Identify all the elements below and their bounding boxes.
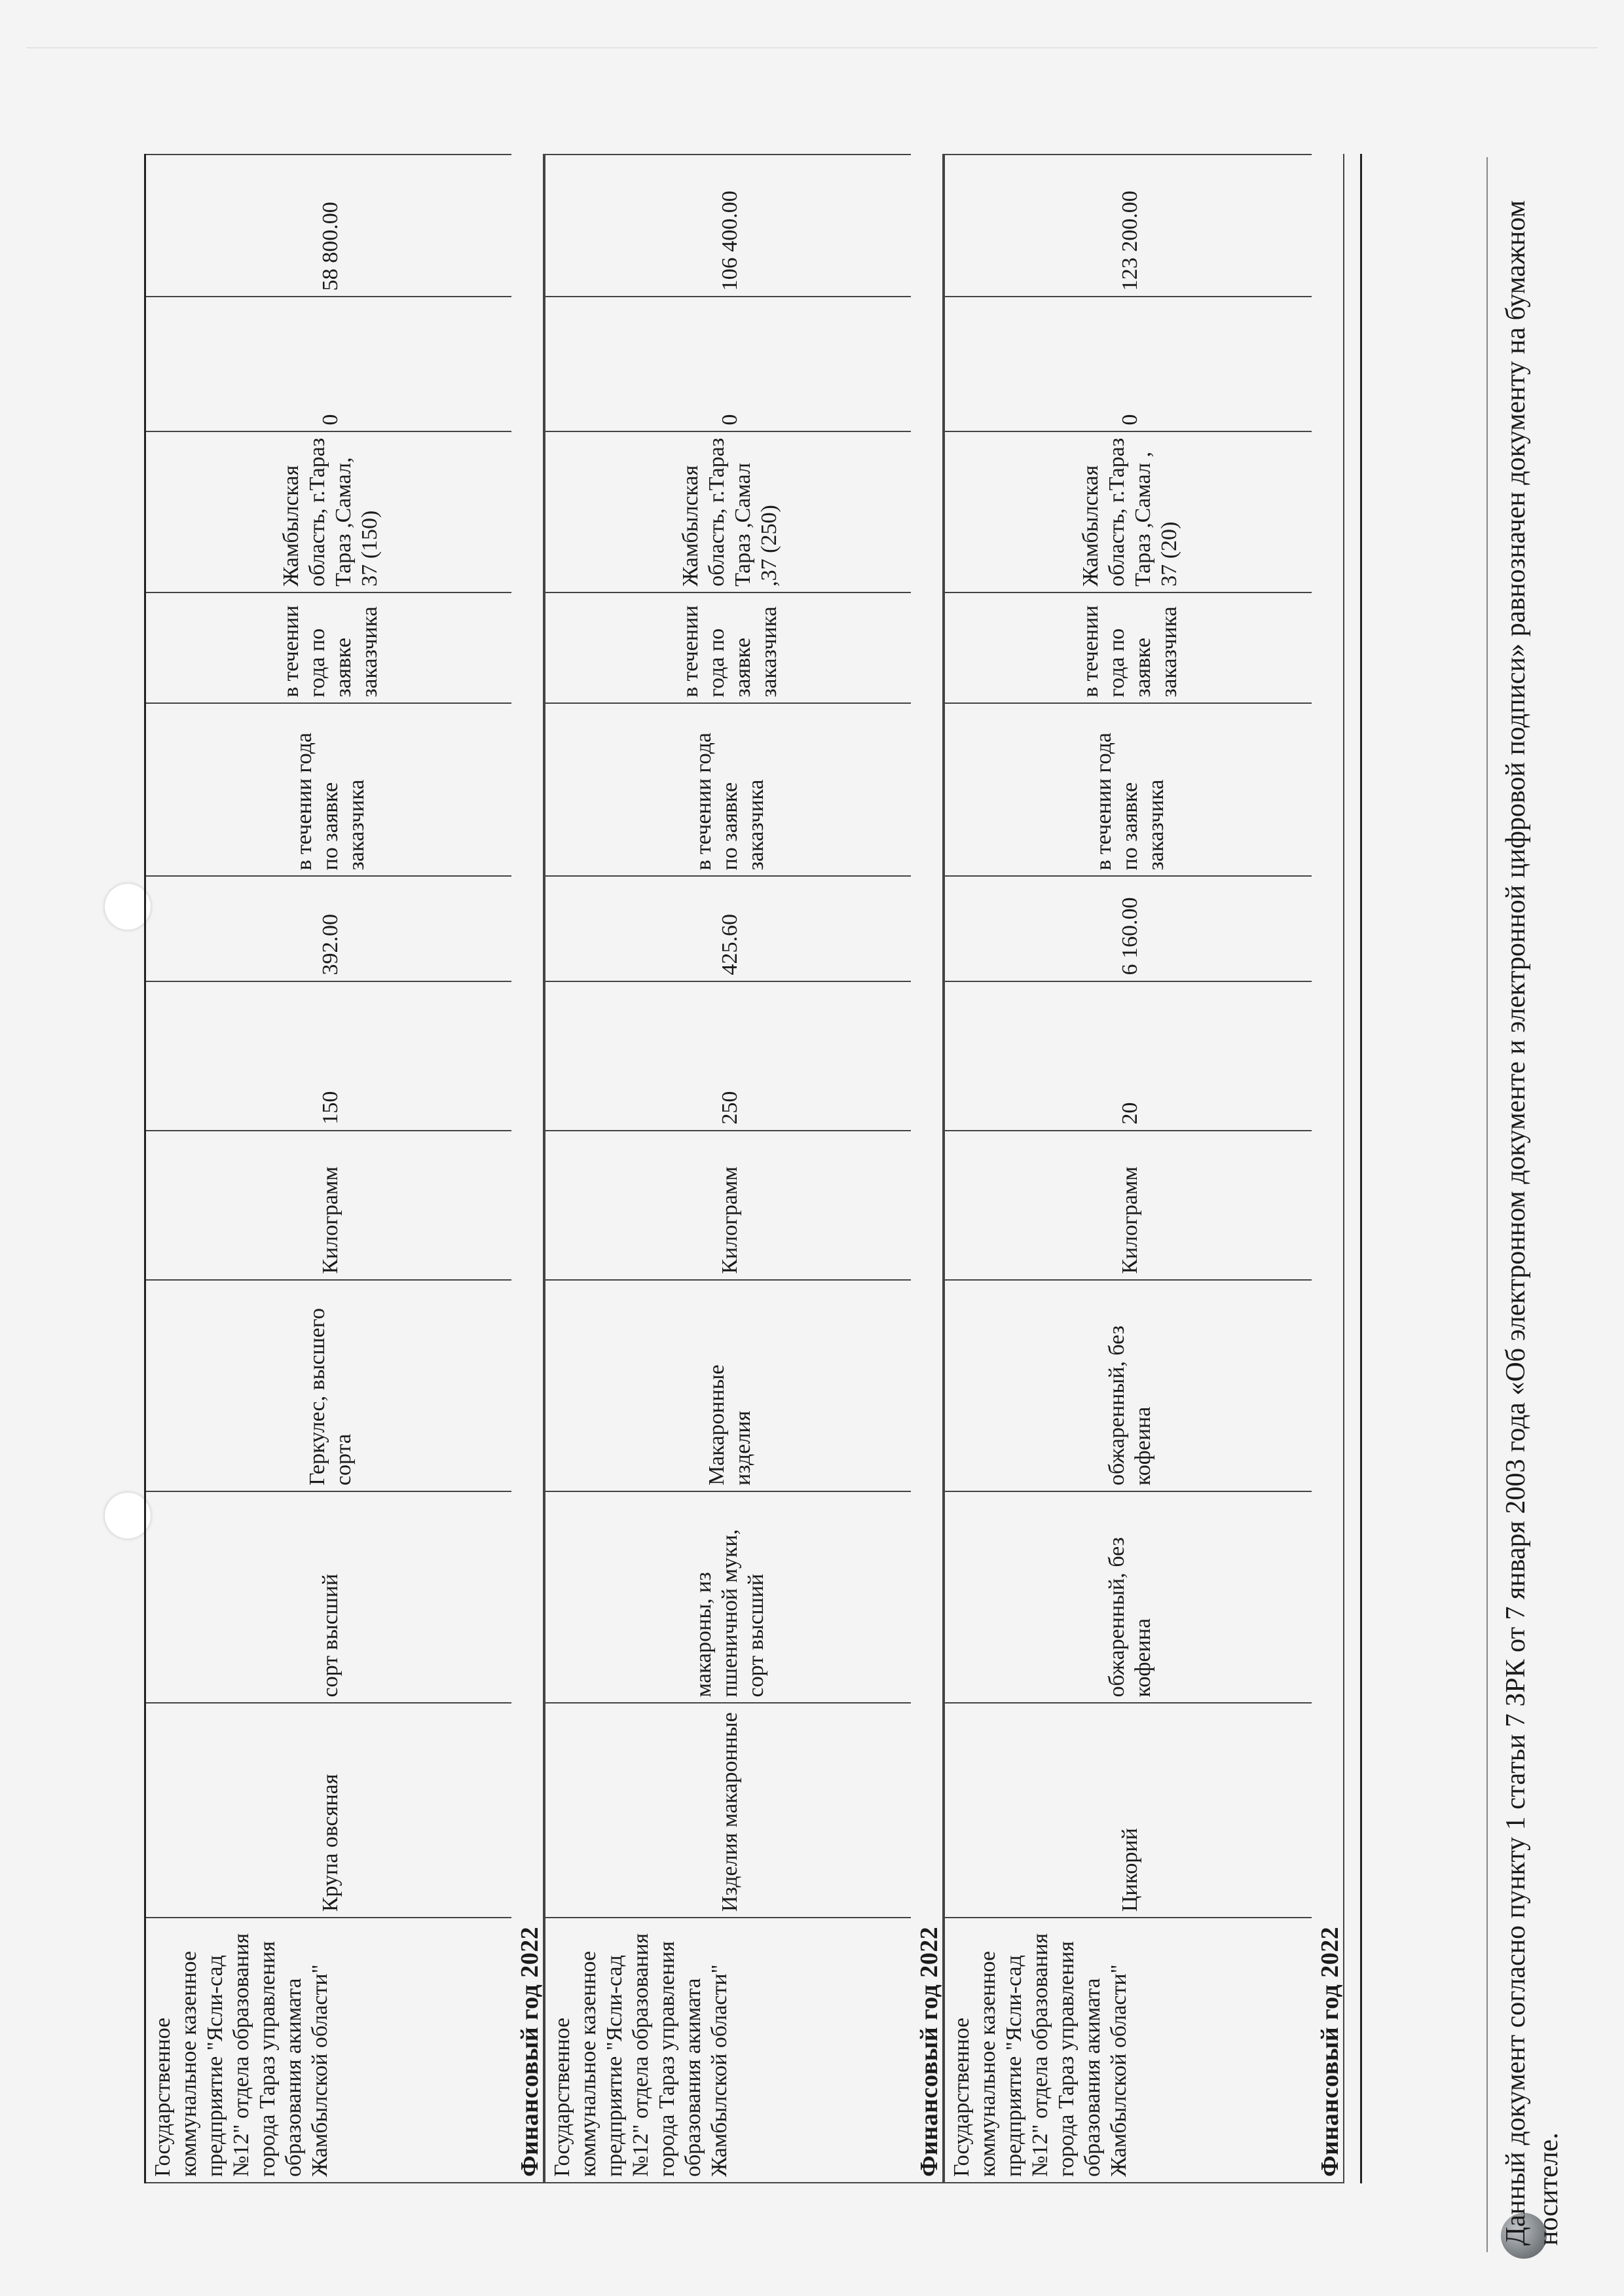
procurement-table	[144, 154, 1362, 2183]
quantity-cell: 150	[146, 982, 511, 1131]
unit-cell: Килограмм	[545, 1131, 911, 1281]
sum-cell: 123 200.00	[945, 154, 1312, 297]
year-band: Финансовый год 2022	[1312, 154, 1344, 2183]
delivery-term2-cell: в течении года по заявке заказчика	[545, 593, 911, 704]
quantity-cell: 250	[545, 982, 911, 1131]
customer-cell: Государственное коммунальное казенное предприятие "Ясли-сад №12" отдела образования города Тараз управления образования акимата Жамбылской области"	[945, 1918, 1312, 2183]
table-row	[545, 154, 911, 2183]
sum-cell: 58 800.00	[146, 154, 511, 297]
delivery-place-cell: Жамбылская область, г.Тараз Тараз ,Самал ,37 (250)	[545, 432, 911, 593]
advance-cell: 0	[945, 297, 1312, 431]
table-row-group	[945, 154, 1344, 2183]
customer-cell: Государственное коммунальное казенное предприятие "Ясли-сад №12" отдела образования города Тараз управления образования акимата Жамбылской области"	[545, 1918, 911, 2183]
delivery-term2-cell: в течении года по заявке заказчика	[146, 593, 511, 704]
price-cell: 392.00	[146, 877, 511, 981]
footer-divider	[1486, 157, 1488, 2252]
item-additional-cell: Геркулес, высшего сорта	[146, 1281, 511, 1492]
item-name-cell: Крупа овсяная	[146, 1704, 511, 1918]
advance-cell: 0	[545, 297, 911, 431]
rotated-table	[144, 154, 1362, 2183]
scan-top-edge	[26, 47, 1598, 48]
customer-cell: Государственное коммунальное казенное предприятие "Ясли-сад №12" отдела образования города Тараз управления образования акимата Жамбылской области"	[146, 1918, 511, 2183]
year-band: Финансовый год 2022	[911, 154, 944, 2183]
item-name-cell: Изделия макаронные	[545, 1704, 911, 1918]
delivery-place-cell: Жамбылская область, г.Тараз Тараз ,Самал , 37 (20)	[945, 432, 1312, 593]
quantity-cell: 20	[945, 982, 1312, 1131]
sum-cell: 106 400.00	[545, 154, 911, 297]
delivery-term-cell: в течении года по заявке заказчика	[945, 704, 1312, 877]
item-name-cell: Цикорий	[945, 1704, 1312, 1918]
advance-cell: 0	[146, 297, 511, 431]
year-band: Финансовый год 2022	[511, 154, 544, 2183]
delivery-term-cell: в течении года по заявке заказчика	[146, 704, 511, 877]
item-spec-cell: сорт высший	[146, 1492, 511, 1704]
item-spec-cell: обжаренный, без кофеина	[945, 1492, 1312, 1704]
table-row	[146, 154, 511, 2183]
item-spec-cell: макароны, из пшеничной муки, сорт высший	[545, 1492, 911, 1704]
unit-cell: Килограмм	[945, 1131, 1312, 1281]
table-row-group	[545, 154, 945, 2183]
footer-legal-note: Данный документ согласно пункту 1 статьи 7 ЗРК от 7 января 2003 года «Об электронном документе и электронной цифровой подписи» равнозначен документу на бумажном носителе.	[1501, 200, 1564, 2246]
price-cell: 425.60	[545, 877, 911, 981]
item-additional-cell: обжаренный, без кофеина	[945, 1281, 1312, 1492]
item-additional-cell: Макаронные изделия	[545, 1281, 911, 1492]
delivery-term2-cell: в течении года по заявке заказчика	[945, 593, 1312, 704]
table-row	[945, 154, 1312, 2183]
delivery-place-cell: Жамбылская область, г.Тараз Тараз ,Самал, 37 (150)	[146, 432, 511, 593]
table-row-group	[146, 154, 545, 2183]
delivery-term-cell: в течении года по заявке заказчика	[545, 704, 911, 877]
price-cell: 6 160.00	[945, 877, 1312, 981]
unit-cell: Килограмм	[146, 1131, 511, 1281]
